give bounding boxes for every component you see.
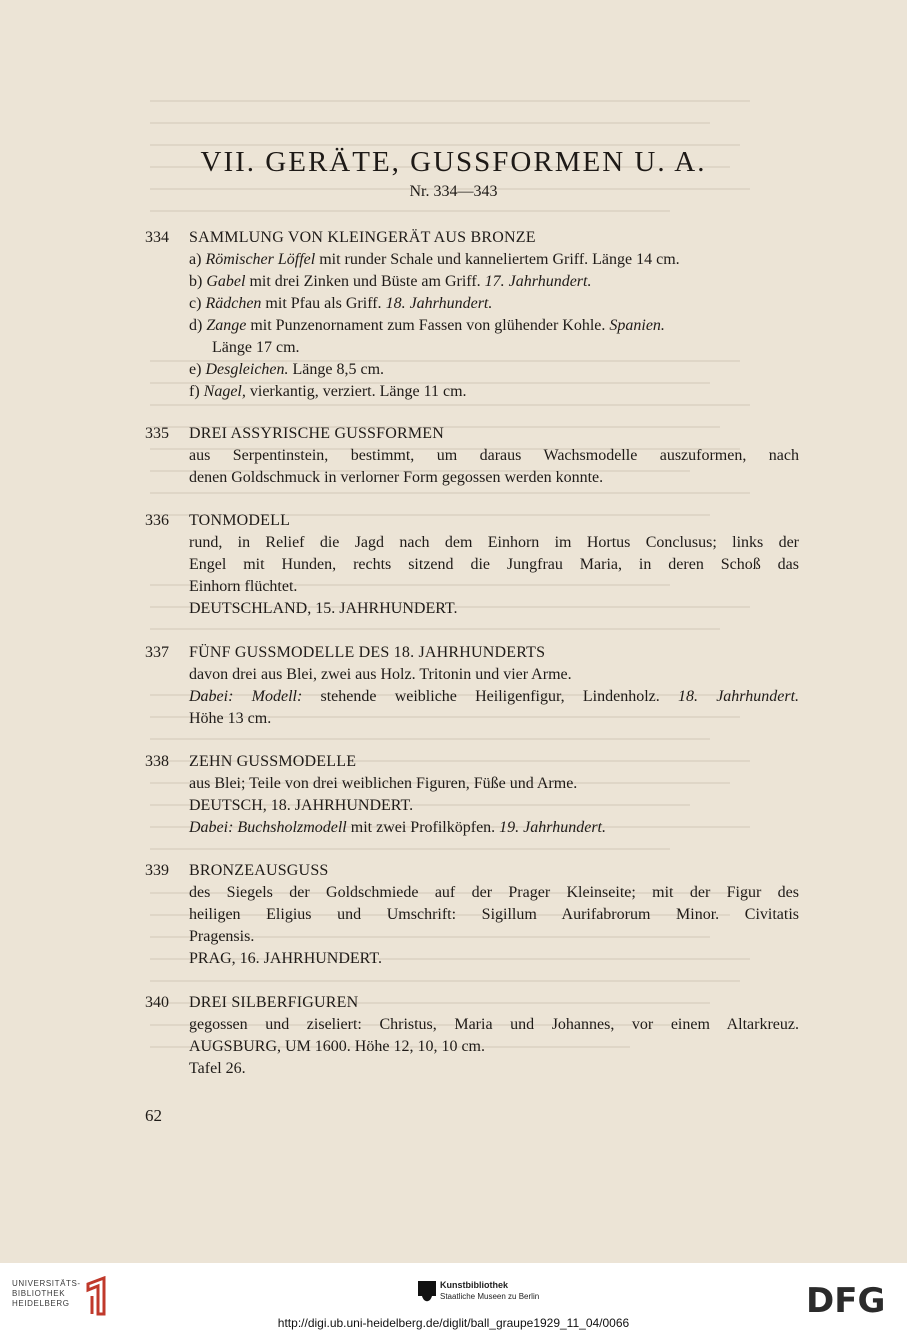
- text: gegossen und ziseliert: Christus, Maria und Johannes, vor einem Altarkreuz.: [189, 1016, 799, 1033]
- kunstbibliothek-label: [440, 1280, 539, 1302]
- entry-line: [189, 467, 799, 489]
- text: vierkantig, verziert. Länge 11 cm.: [245, 383, 467, 400]
- entry-line: [189, 293, 799, 315]
- entry-body: [189, 773, 799, 839]
- entry-number: 337: [145, 644, 169, 661]
- entry-line: [189, 817, 799, 839]
- text: mit drei Zinken und Büste am Griff.: [245, 273, 485, 290]
- entry-line: [189, 773, 799, 795]
- entry-line: [189, 686, 799, 708]
- entry-line: [189, 576, 799, 598]
- italic-text: Gabel: [206, 273, 246, 290]
- text: e): [189, 361, 206, 378]
- page-url-link[interactable]: http://digi.ub.uni-heidelberg.de/diglit/ball_graupe1929_11_04/0066: [277, 1316, 630, 1330]
- text: AUGSBURG, UM 1600. Höhe 12, 10, 10 cm.: [189, 1038, 485, 1055]
- university-logo-icon: [84, 1276, 110, 1316]
- entry-body: [189, 445, 799, 489]
- text: PRAG, 16. JAHRHUNDERT.: [189, 950, 382, 967]
- entry-line: [189, 554, 799, 576]
- entry-number: 336: [145, 512, 169, 529]
- entry-number: 338: [145, 753, 169, 770]
- italic-text: Dabei: Modell:: [189, 688, 303, 705]
- entry-line: [189, 795, 799, 817]
- university-line: HEIDELBERG: [12, 1299, 70, 1308]
- entry-heading: BRONZEAUSGUSS: [189, 862, 329, 879]
- text: Engel mit Hunden, rechts sitzend die Jungfrau Maria, in deren Schoß das: [189, 556, 799, 573]
- text: Länge 8,5 cm.: [288, 361, 385, 378]
- text: mit runder Schale und kanneliertem Griff. Länge 14 cm.: [315, 251, 680, 268]
- entry-heading: DREI ASSYRISCHE GUSSFORMEN: [189, 425, 445, 442]
- text: mit Punzenornament zum Fassen von glühender Kohle.: [246, 317, 610, 334]
- italic-text: Spanien.: [609, 317, 665, 334]
- entry-line: [189, 249, 799, 271]
- entry-heading: ZEHN GUSSMODELLE: [189, 753, 357, 770]
- text: heiligen Eligius und Umschrift: Sigillum Aurifabrorum Minor. Civitatis: [189, 906, 799, 923]
- kb-subtitle: Staatliche Museen zu Berlin: [440, 1292, 540, 1301]
- entry-heading: DREI SILBERFIGUREN: [189, 994, 359, 1011]
- university-line: UNIVERSITÄTS-: [12, 1279, 81, 1288]
- dfg-logo-icon: [806, 1283, 898, 1315]
- entry-body: [189, 1014, 799, 1080]
- text: mit Pfau als Griff.: [261, 295, 386, 312]
- entry-line: [189, 598, 799, 620]
- text: Länge 17 cm.: [212, 339, 300, 356]
- italic-text: Zange: [206, 317, 247, 334]
- italic-text: 18. Jahrhundert.: [677, 688, 800, 705]
- text: Pragensis.: [189, 928, 255, 945]
- italic-text: Rädchen: [205, 295, 262, 312]
- entry-line: [189, 1058, 799, 1080]
- text: Höhe 13 cm.: [189, 710, 272, 727]
- text: Einhorn flüchtet.: [189, 578, 298, 595]
- text: DEUTSCH, 18. JAHRHUNDERT.: [189, 797, 414, 814]
- text: a): [189, 251, 206, 268]
- entry-body: [189, 882, 799, 970]
- kb-name: Kunstbibliothek: [440, 1280, 508, 1290]
- text: Tafel 26.: [189, 1060, 246, 1077]
- entry-line: [189, 532, 799, 554]
- page-number: 62: [145, 1106, 162, 1125]
- text: DEUTSCHLAND, 15. JAHRHUNDERT.: [189, 600, 458, 617]
- italic-text: Dabei: Buchsholzmodell: [189, 819, 347, 836]
- entry-heading: SAMMLUNG VON KLEINGERÄT AUS BRONZE: [189, 229, 536, 246]
- entry-line: [189, 315, 799, 337]
- entry-line: [189, 337, 799, 359]
- university-line: BIBLIOTHEK: [12, 1289, 66, 1298]
- entry-number: 340: [145, 994, 169, 1011]
- entry-body: [189, 249, 799, 403]
- text: f): [189, 383, 204, 400]
- entry-line: [189, 1014, 799, 1036]
- text: davon drei aus Blei, zwei aus Holz. Tritonin und vier Arme.: [189, 666, 572, 683]
- italic-text: 17. Jahrhundert.: [484, 273, 592, 290]
- italic-text: 19. Jahrhundert.: [499, 819, 606, 836]
- italic-text: 18. Jahrhundert.: [385, 295, 493, 312]
- entry-line: [189, 926, 799, 948]
- entry-line: [189, 445, 799, 467]
- text: mit zwei Profilköpfen.: [346, 819, 500, 836]
- entry-number: 334: [145, 229, 169, 246]
- entry-line: [189, 271, 799, 293]
- entry-heading: FÜNF GUSSMODELLE DES 18. JAHRHUNDERTS: [189, 644, 546, 661]
- text: denen Goldschmuck in verlorner Form gegossen werden konnte.: [189, 469, 604, 486]
- entry-number: 339: [145, 862, 169, 879]
- entry-line: [189, 381, 799, 403]
- page-subtitle: Nr. 334—343: [409, 183, 498, 200]
- entry-body: [189, 664, 799, 730]
- text: b): [189, 273, 207, 290]
- entry-line: [189, 359, 799, 381]
- entry-line: [189, 664, 799, 686]
- text: rund, in Relief die Jagd nach dem Einhorn im Hortus Conclusus; links der: [189, 534, 799, 551]
- page-title: VII. GERÄTE, GUSSFORMEN U. A.: [200, 146, 707, 178]
- kunstbibliothek-logo-icon: [418, 1281, 436, 1303]
- italic-text: Desgleichen.: [205, 361, 289, 378]
- dfg-logo-text: DFG: [806, 1283, 886, 1315]
- viewer-footer: [0, 1263, 907, 1332]
- italic-text: Römischer Löffel: [205, 251, 316, 268]
- entry-number: 335: [145, 425, 169, 442]
- text: c): [189, 295, 206, 312]
- text: aus Blei; Teile von drei weiblichen Figuren, Füße und Arme.: [189, 775, 578, 792]
- entry-heading: TONMODELL: [189, 512, 291, 529]
- text: stehende weibliche Heiligenfigur, Lindenholz.: [302, 688, 678, 705]
- entry-line: [189, 1036, 799, 1058]
- entry-body: [189, 532, 799, 620]
- university-library-name: [12, 1279, 81, 1309]
- text: aus Serpentinstein, bestimmt, um daraus Wachsmodelle auszuformen, nach: [189, 447, 799, 464]
- italic-text: Nagel,: [203, 383, 246, 400]
- entry-line: [189, 904, 799, 926]
- text: d): [189, 317, 207, 334]
- entry-line: [189, 882, 799, 904]
- entry-line: [189, 948, 799, 970]
- entry-line: [189, 708, 799, 730]
- text: des Siegels der Goldschmiede auf der Prager Kleinseite; mit der Figur des: [189, 884, 799, 901]
